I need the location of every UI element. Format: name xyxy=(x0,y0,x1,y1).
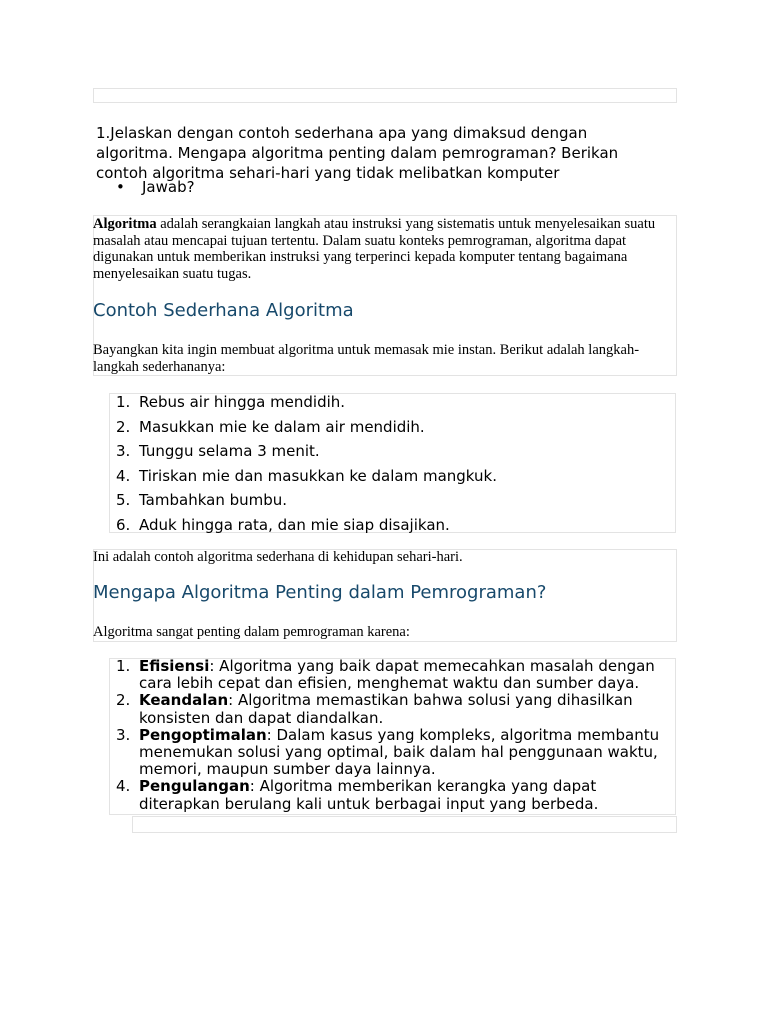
bottom-frame xyxy=(132,816,677,833)
intro-paragraph xyxy=(93,216,673,282)
answer-label: Jawab? xyxy=(142,178,195,196)
list-item-text xyxy=(139,692,676,726)
list-item-number: 3. xyxy=(116,442,131,460)
list-item-number: 2. xyxy=(116,417,131,436)
reason-term: Pengulangan xyxy=(139,777,250,796)
list-item xyxy=(116,466,674,491)
list-item xyxy=(116,392,674,417)
answer-bullet xyxy=(116,177,195,197)
list-item xyxy=(116,490,674,515)
list-item-text: Rebus air hingga mendidih. xyxy=(139,393,346,411)
list-item-number: 6. xyxy=(116,515,131,534)
list-item-text: Masukkan mie ke dalam air mendidih. xyxy=(139,417,425,436)
list-item-number: 4. xyxy=(116,466,131,485)
list-item-number: 5. xyxy=(116,491,131,509)
list-item-number: 1. xyxy=(116,657,131,675)
list-item xyxy=(116,692,676,726)
list-item-text: Tambahkan bumbu. xyxy=(139,491,288,509)
section-heading-importance: Mengapa Algoritma Penting dalam Pemrograman? xyxy=(93,582,547,603)
list-item-text xyxy=(139,727,676,779)
reasons-list xyxy=(116,658,676,813)
reason-text: : Algoritma memastikan bahwa solusi yang dihasilkan konsisten dan dapat diandalkan. xyxy=(139,691,633,727)
reason-text: : Algoritma memberikan kerangka yang dapat diterapkan berulang kali untuk berbagai input yang berbeda. xyxy=(139,777,599,813)
list-item xyxy=(116,727,676,779)
list-item-text: Aduk hingga rata, dan mie siap disajikan. xyxy=(139,515,450,534)
top-frame xyxy=(93,88,677,103)
bullet-icon: • xyxy=(116,178,125,196)
list-item xyxy=(116,778,676,812)
list-item-text: Tunggu selama 3 menit. xyxy=(139,442,320,460)
list-item-number: 1. xyxy=(116,393,131,411)
intro-text: adalah serangkaian langkah atau instruksi yang sistematis untuk menyelesaikan suatu masalah atau mencapai tujuan tertentu. Dalam suatu konteks pemrograman, algoritma dapat digunakan untuk memberikan instruksi yang terperinci kepada komputer tentang bagaimana menyelesaikan suatu tugas. xyxy=(93,216,656,282)
list-item-text xyxy=(139,778,676,812)
list-item xyxy=(116,658,676,692)
list-item-number: 3. xyxy=(116,725,131,744)
question-text: 1.Jelaskan dengan contoh sederhana apa yang dimaksud dengan algoritma. Mengapa algoritma penting dalam pemrograman? Berikan contoh algoritma sehari-hari yang tidak melibatkan komputer xyxy=(96,124,619,182)
scenario-paragraph: Bayangkan kita ingin membuat algoritma untuk memasak mie instan. Berikut adalah langkah-langkah sederhananya: xyxy=(93,342,640,375)
list-item xyxy=(116,441,674,466)
list-item-number: 2. xyxy=(116,691,131,710)
reason-intro-paragraph: Algoritma sangat penting dalam pemrograman karena: xyxy=(93,624,410,640)
steps-list xyxy=(116,392,674,539)
list-item-number: 4. xyxy=(116,777,131,796)
intro-term: Algoritma xyxy=(93,216,157,232)
reason-term: Pengoptimalan xyxy=(139,725,267,744)
reason-text: : Dalam kasus yang kompleks, algoritma membantu menemukan solusi yang optimal, baik dalam hal penggunaan waktu, memori, maupun sumber daya lainnya. xyxy=(139,725,660,779)
list-item-text xyxy=(139,658,676,692)
list-item-text: Tiriskan mie dan masukkan ke dalam mangkuk. xyxy=(139,466,497,485)
reason-text: : Algoritma yang baik dapat memecahkan masalah dengan cara lebih cepat dan efisien, menghemat waktu dan sumber daya. xyxy=(139,657,655,693)
list-item xyxy=(116,515,674,540)
reason-term: Keandalan xyxy=(139,691,229,710)
reason-term: Efisiensi xyxy=(139,657,210,675)
summary-paragraph: Ini adalah contoh algoritma sederhana di kehidupan sehari-hari. xyxy=(93,549,463,565)
list-item xyxy=(116,417,674,442)
section-heading-example: Contoh Sederhana Algoritma xyxy=(93,300,354,321)
